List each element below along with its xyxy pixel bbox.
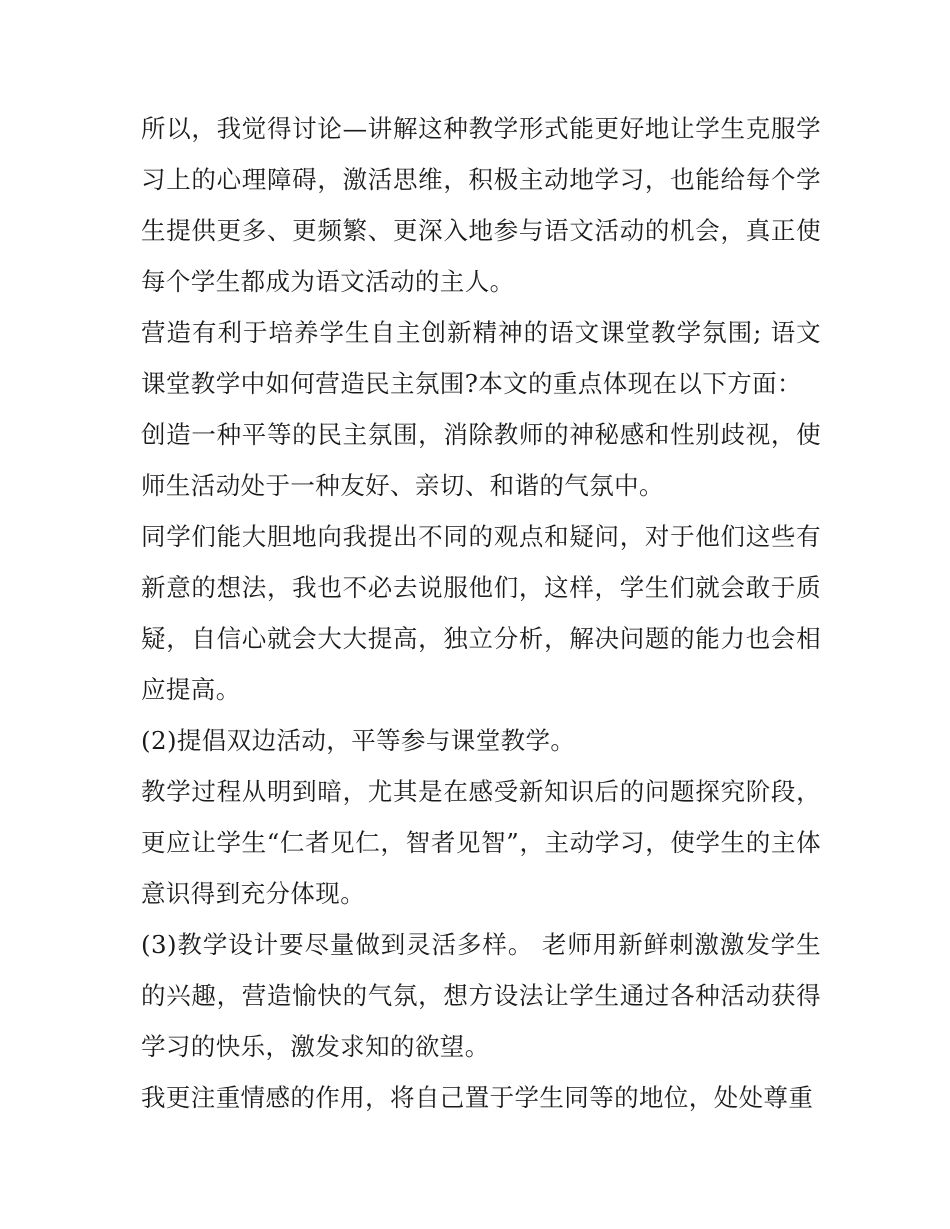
paragraph-emotion-role: 我更注重情感的作用，将自己置于学生同等的地位，处处尊重 — [141, 1083, 814, 1112]
document-body — [141, 103, 821, 1123]
paragraph-equal-atmosphere: 创造一种平等的民主氛围，消除教师的神秘感和性别歧视，使师生活动处于一种友好、亲切、和谐的气氛中。 — [141, 420, 821, 500]
paragraph-discussion-method: 所以，我觉得讨论—讲解这种教学形式能更好地让学生克服学习上的心理障碍，激活思维，积极主动地学习，也能给每个学生提供更多、更频繁、更深入地参与语文活动的机会，真正使每个学生都成为语文活动的主人。 — [141, 114, 821, 296]
paragraph-democratic-atmosphere-question: 营造有利于培养学生自主创新精神的语文课堂教学氛围; 语文课堂教学中如何营造民主氛围?本文的重点体现在以下方面： — [141, 318, 821, 398]
paragraph-teaching-process: 教学过程从明到暗，尤其是在感受新知识后的问题探究阶段，更应让学生“仁者见仁，智者见智”，主动学习，使学生的主体意识得到充分体现。 — [141, 777, 821, 908]
paragraph-student-questions: 同学们能大胆地向我提出不同的观点和疑问，对于他们这些有新意的想法，我也不必去说服他们，这样，学生们就会敢于质疑，自信心就会大大提高，独立分析，解决问题的能力也会相应提高。 — [141, 522, 821, 704]
paragraph-point-3-design: (3)教学设计要尽量做到灵活多样。 老师用新鲜刺激激发学生的兴趣，营造愉快的气氛，想方设法让学生通过各种活动获得学习的快乐，激发求知的欲望。 — [141, 930, 821, 1061]
paragraph-point-2-heading: (2)提倡双边活动，平等参与课堂教学。 — [141, 726, 576, 755]
